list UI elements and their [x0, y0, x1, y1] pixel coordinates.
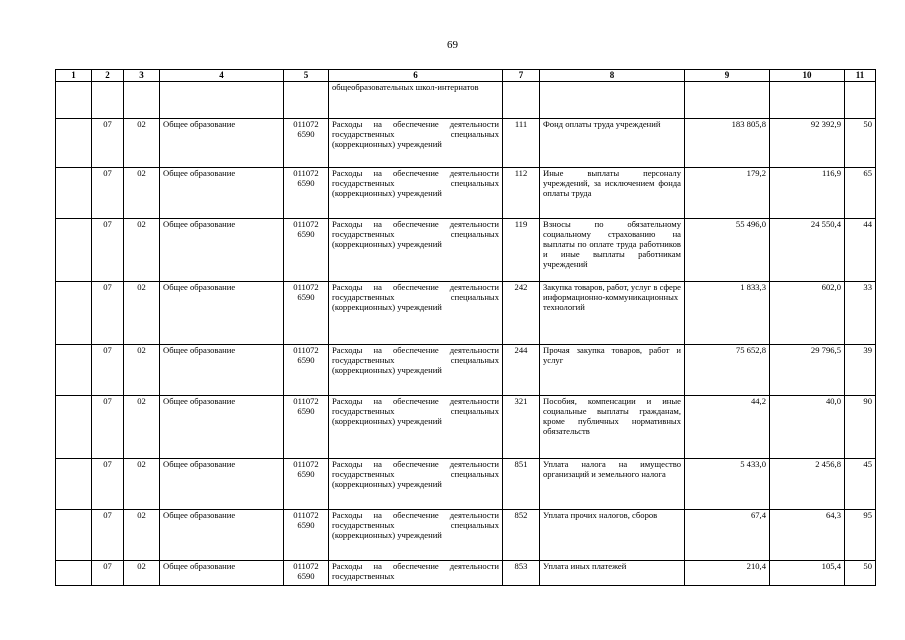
- section-code-cell: 07: [92, 561, 124, 586]
- actual-amount-cell: 24 550,4: [770, 219, 845, 282]
- header-row: [56, 70, 876, 82]
- table-row: [56, 168, 876, 219]
- expense-type-name-cell: Прочая закупка товаров, работ и услуг: [540, 345, 685, 396]
- subsection-code-cell: 02: [124, 345, 160, 396]
- section-name-cell: Общее образование: [160, 396, 284, 459]
- table-row: [56, 459, 876, 510]
- column-header: 7: [503, 70, 540, 82]
- section-code-cell: 07: [92, 345, 124, 396]
- table-row: [56, 119, 876, 168]
- row-number-cell: [56, 219, 92, 282]
- target-article-cell: 011072 6590: [284, 168, 329, 219]
- actual-amount-cell: [770, 82, 845, 119]
- target-article-cell: 011072 6590: [284, 459, 329, 510]
- expense-type-name-cell: [540, 82, 685, 119]
- expense-description-cell: Расходы на обеспечение деятельности государственных специальных (коррекционных) учреждений: [329, 345, 503, 396]
- section-code-cell: 07: [92, 282, 124, 345]
- plan-amount-cell: 1 833,3: [685, 282, 770, 345]
- section-name-cell: Общее образование: [160, 345, 284, 396]
- plan-amount-cell: 75 652,8: [685, 345, 770, 396]
- section-name-cell: Общее образование: [160, 282, 284, 345]
- plan-amount-cell: 67,4: [685, 510, 770, 561]
- actual-amount-cell: 29 796,5: [770, 345, 845, 396]
- section-name-cell: Общее образование: [160, 510, 284, 561]
- plan-amount-cell: [685, 82, 770, 119]
- expense-type-code-cell: 111: [503, 119, 540, 168]
- section-name-cell: Общее образование: [160, 459, 284, 510]
- row-number-cell: [56, 82, 92, 119]
- target-article-cell: 011072 6590: [284, 345, 329, 396]
- expense-description-cell: общеобразовательных школ-интернатов: [329, 82, 503, 119]
- percent-cell: 33: [845, 282, 876, 345]
- subsection-code-cell: 02: [124, 119, 160, 168]
- expense-type-code-cell: 242: [503, 282, 540, 345]
- section-code-cell: 07: [92, 459, 124, 510]
- section-name-cell: Общее образование: [160, 219, 284, 282]
- expense-type-name-cell: Пособия, компенсации и иные социальные выплаты гражданам, кроме публичных нормативных обязательств: [540, 396, 685, 459]
- subsection-code-cell: [124, 82, 160, 119]
- page-number: 69: [447, 39, 458, 51]
- target-article-cell: 011072 6590: [284, 119, 329, 168]
- column-header: 10: [770, 70, 845, 82]
- target-article-cell: 011072 6590: [284, 282, 329, 345]
- expense-description-cell: Расходы на обеспечение деятельности государственных специальных (коррекционных) учреждений: [329, 168, 503, 219]
- plan-amount-cell: 55 496,0: [685, 219, 770, 282]
- section-code-cell: 07: [92, 396, 124, 459]
- table-row: [56, 219, 876, 282]
- expense-description-cell: Расходы на обеспечение деятельности государственных: [329, 561, 503, 586]
- expense-type-code-cell: 112: [503, 168, 540, 219]
- table-row: [56, 82, 876, 119]
- expense-type-name-cell: Фонд оплаты труда учреждений: [540, 119, 685, 168]
- section-name-cell: Общее образование: [160, 168, 284, 219]
- target-article-cell: 011072 6590: [284, 396, 329, 459]
- percent-cell: 45: [845, 459, 876, 510]
- column-header: 8: [540, 70, 685, 82]
- subsection-code-cell: 02: [124, 219, 160, 282]
- section-code-cell: 07: [92, 510, 124, 561]
- subsection-code-cell: 02: [124, 459, 160, 510]
- row-number-cell: [56, 510, 92, 561]
- percent-cell: 50: [845, 119, 876, 168]
- row-number-cell: [56, 396, 92, 459]
- row-number-cell: [56, 459, 92, 510]
- section-code-cell: 07: [92, 119, 124, 168]
- percent-cell: [845, 82, 876, 119]
- expense-type-code-cell: 851: [503, 459, 540, 510]
- table-row: [56, 396, 876, 459]
- expense-type-name-cell: Иные выплаты персоналу учреждений, за исключением фонда оплаты труда: [540, 168, 685, 219]
- column-header: 1: [56, 70, 92, 82]
- plan-amount-cell: 210,4: [685, 561, 770, 586]
- percent-cell: 90: [845, 396, 876, 459]
- table-row: [56, 282, 876, 345]
- table-row: [56, 345, 876, 396]
- target-article-cell: 011072 6590: [284, 561, 329, 586]
- subsection-code-cell: 02: [124, 396, 160, 459]
- expense-description-cell: Расходы на обеспечение деятельности государственных специальных (коррекционных) учреждений: [329, 510, 503, 561]
- plan-amount-cell: 179,2: [685, 168, 770, 219]
- expense-description-cell: Расходы на обеспечение деятельности государственных специальных (коррекционных) учреждений: [329, 282, 503, 345]
- row-number-cell: [56, 561, 92, 586]
- section-code-cell: [92, 82, 124, 119]
- percent-cell: 50: [845, 561, 876, 586]
- actual-amount-cell: 2 456,8: [770, 459, 845, 510]
- expense-type-code-cell: 119: [503, 219, 540, 282]
- row-number-cell: [56, 119, 92, 168]
- row-number-cell: [56, 345, 92, 396]
- expense-description-cell: Расходы на обеспечение деятельности государственных специальных (коррекционных) учреждений: [329, 396, 503, 459]
- percent-cell: 95: [845, 510, 876, 561]
- actual-amount-cell: 64,3: [770, 510, 845, 561]
- column-header: 5: [284, 70, 329, 82]
- expense-type-name-cell: Закупка товаров, работ, услуг в сфере информационно-коммуникационных технологий: [540, 282, 685, 345]
- expense-type-name-cell: Взносы по обязательному социальному страхованию на выплаты по оплате труда работников и иные выплаты работникам учреждений: [540, 219, 685, 282]
- actual-amount-cell: 40,0: [770, 396, 845, 459]
- column-header: 2: [92, 70, 124, 82]
- expense-type-code-cell: 852: [503, 510, 540, 561]
- actual-amount-cell: 105,4: [770, 561, 845, 586]
- table-row: [56, 561, 876, 586]
- plan-amount-cell: 44,2: [685, 396, 770, 459]
- expense-description-cell: Расходы на обеспечение деятельности государственных специальных (коррекционных) учреждений: [329, 459, 503, 510]
- target-article-cell: [284, 82, 329, 119]
- column-header: 9: [685, 70, 770, 82]
- expense-type-code-cell: 244: [503, 345, 540, 396]
- subsection-code-cell: 02: [124, 510, 160, 561]
- row-number-cell: [56, 168, 92, 219]
- expense-type-name-cell: Уплата прочих налогов, сборов: [540, 510, 685, 561]
- section-name-cell: [160, 82, 284, 119]
- expense-type-code-cell: 321: [503, 396, 540, 459]
- subsection-code-cell: 02: [124, 282, 160, 345]
- percent-cell: 65: [845, 168, 876, 219]
- column-header: 4: [160, 70, 284, 82]
- plan-amount-cell: 5 433,0: [685, 459, 770, 510]
- section-name-cell: Общее образование: [160, 119, 284, 168]
- target-article-cell: 011072 6590: [284, 219, 329, 282]
- percent-cell: 44: [845, 219, 876, 282]
- actual-amount-cell: 602,0: [770, 282, 845, 345]
- subsection-code-cell: 02: [124, 561, 160, 586]
- column-header: 11: [845, 70, 876, 82]
- actual-amount-cell: 92 392,9: [770, 119, 845, 168]
- plan-amount-cell: 183 805,8: [685, 119, 770, 168]
- expense-type-name-cell: Уплата иных платежей: [540, 561, 685, 586]
- table-row: [56, 510, 876, 561]
- row-number-cell: [56, 282, 92, 345]
- percent-cell: 39: [845, 345, 876, 396]
- expense-type-name-cell: Уплата налога на имущество организаций и земельного налога: [540, 459, 685, 510]
- expense-description-cell: Расходы на обеспечение деятельности государственных специальных (коррекционных) учреждений: [329, 219, 503, 282]
- section-name-cell: Общее образование: [160, 561, 284, 586]
- actual-amount-cell: 116,9: [770, 168, 845, 219]
- subsection-code-cell: 02: [124, 168, 160, 219]
- target-article-cell: 011072 6590: [284, 510, 329, 561]
- budget-table: [55, 69, 876, 586]
- expense-description-cell: Расходы на обеспечение деятельности государственных специальных (коррекционных) учреждений: [329, 119, 503, 168]
- column-header: 6: [329, 70, 503, 82]
- section-code-cell: 07: [92, 219, 124, 282]
- expense-type-code-cell: 853: [503, 561, 540, 586]
- column-header: 3: [124, 70, 160, 82]
- expense-type-code-cell: [503, 82, 540, 119]
- section-code-cell: 07: [92, 168, 124, 219]
